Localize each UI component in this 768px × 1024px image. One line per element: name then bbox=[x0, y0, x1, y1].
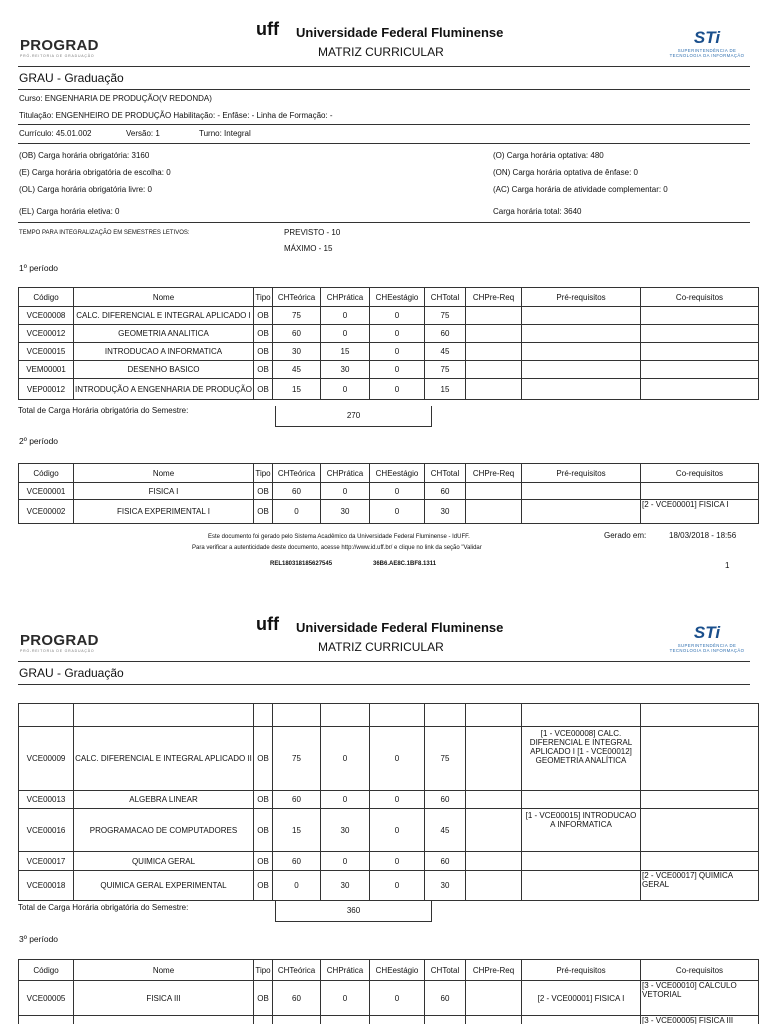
periodo-1-total-label: Total de Carga Horária obrigatória do Semestre: bbox=[18, 406, 189, 415]
divider bbox=[18, 661, 750, 662]
sti-logo: STi SUPERINTENDÊNCIA DE TECNOLOGIA DA INFORMAÇÃO bbox=[669, 28, 745, 58]
divider bbox=[18, 66, 750, 67]
table-row: VEM00001 DESENHO BASICO OB 45 30 0 75 bbox=[19, 361, 759, 379]
col-chtotal: CHTotal bbox=[425, 464, 466, 483]
turno-info: Turno: Integral bbox=[199, 129, 251, 138]
periodo-3-table bbox=[18, 959, 759, 1024]
table-row: VCE00016 PROGRAMACAO DE COMPUTADORES OB 15 30 0 45 [1 - VCE00015] INTRODUCAO A INFORMATICA bbox=[19, 809, 759, 852]
col-chpratica: CHPrática bbox=[321, 464, 370, 483]
carga-ol: (OL) Carga horária obrigatória livre: 0 bbox=[19, 185, 152, 194]
table-row: VCE00005 FISICA III OB 60 0 0 60 [2 - VCE00001] FISICA I [3 - VCE00010] CALCULO VETORIAL bbox=[19, 981, 759, 1016]
uff-logo: uff bbox=[256, 19, 279, 39]
table-header-row bbox=[19, 288, 759, 307]
carga-e: (E) Carga horária obrigatória de escolha: 0 bbox=[19, 168, 171, 177]
col-chteorica: CHTeórica bbox=[273, 464, 321, 483]
divider bbox=[18, 124, 750, 125]
titulacao-info: Titulação: ENGENHEIRO DE PRODUÇÃO Habilitação: - Enfâse: - Linha de Formação: - bbox=[19, 111, 333, 120]
page-2 bbox=[0, 595, 768, 1024]
col-chprereq: CHPre-Req bbox=[466, 464, 522, 483]
carga-ac: (AC) Carga horária de atividade complementar: 0 bbox=[493, 185, 668, 194]
carga-o: (O) Carga horária optativa: 480 bbox=[493, 151, 604, 160]
table-row: VCE00009 CALC. DIFERENCIAL E INTEGRAL APLICADO II OB 75 0 0 75 [1 - VCE00008] CALC. DIFERENCIAL E INTEGRAL APLICADO I [1 - VCE00012] GEOMETRIA ANALÍTICA bbox=[19, 727, 759, 791]
divider bbox=[18, 143, 750, 144]
divider bbox=[18, 222, 750, 223]
col-corequisitos: Co-requisitos bbox=[641, 288, 759, 307]
versao-info: Versão: 1 bbox=[126, 129, 160, 138]
carga-ob: (OB) Carga horária obrigatória: 3160 bbox=[19, 151, 150, 160]
table-header-row bbox=[19, 464, 759, 483]
periodo-2-table-continued bbox=[18, 703, 759, 901]
periodo-1-title: 1º período bbox=[19, 263, 59, 273]
uff-logo: uff bbox=[256, 614, 279, 634]
col-prerequisitos: Pré-requisitos bbox=[522, 464, 641, 483]
table-header-row bbox=[19, 960, 759, 981]
tempo-label: TEMPO PARA INTEGRALIZAÇÃO EM SEMESTRES LETIVOS: bbox=[19, 230, 190, 236]
col-tipo: Tipo bbox=[254, 960, 273, 981]
divider bbox=[18, 89, 750, 90]
col-chteorica: CHTeórica bbox=[273, 960, 321, 981]
footer-line-1: Este documento foi gerado pelo Sistema Acadêmico da Universidade Federal Fluminense - IdUFF. bbox=[208, 534, 470, 540]
page-number: 1 bbox=[725, 561, 730, 570]
table-header-row-empty bbox=[19, 704, 759, 727]
table-row: [3 - VCE00005] FISICA III bbox=[19, 1016, 759, 1024]
table-row: VCE00013 ALGEBRA LINEAR OB 60 0 0 60 bbox=[19, 791, 759, 809]
col-nome: Nome bbox=[74, 288, 254, 307]
periodo-2-total-value: 360 bbox=[275, 900, 432, 922]
gerado-label: Gerado em: bbox=[604, 531, 647, 540]
university-name: Universidade Federal Fluminense bbox=[296, 620, 504, 635]
col-prerequisitos: Pré-requisitos bbox=[522, 288, 641, 307]
col-chpratica: CHPrática bbox=[321, 960, 370, 981]
col-codigo: Código bbox=[19, 464, 74, 483]
periodo-2-total-label: Total de Carga Horária obrigatória do Semestre: bbox=[18, 903, 189, 912]
table-row: VCE00002 FISICA EXPERIMENTAL I OB 0 30 0 30 [2 - VCE00001] FISICA I bbox=[19, 500, 759, 524]
sti-logo: STi SUPERINTENDÊNCIA DE TECNOLOGIA DA INFORMAÇÃO bbox=[669, 623, 745, 653]
gerado-value: 18/03/2018 - 18:56 bbox=[669, 531, 737, 540]
curriculo-info: Currículo: 45.01.002 bbox=[19, 129, 92, 138]
table-row: VCE00017 QUIMICA GERAL OB 60 0 0 60 bbox=[19, 852, 759, 871]
col-corequisitos: Co-requisitos bbox=[641, 960, 759, 981]
col-chprereq: CHPre-Req bbox=[466, 960, 522, 981]
col-codigo: Código bbox=[19, 960, 74, 981]
university-name: Universidade Federal Fluminense bbox=[296, 25, 504, 40]
grau-title: GRAU - Graduação bbox=[19, 71, 124, 85]
col-chtotal: CHTotal bbox=[425, 288, 466, 307]
col-cheestagio: CHEestágio bbox=[370, 464, 425, 483]
col-tipo: Tipo bbox=[254, 464, 273, 483]
tempo-maximo: MÁXIMO - 15 bbox=[284, 244, 333, 253]
periodo-2-table bbox=[18, 463, 759, 524]
curso-info: Curso: ENGENHARIA DE PRODUÇÃO(V REDONDA) bbox=[19, 94, 212, 103]
footer-line-2: Para verificar a autenticidade deste documento, acesse http://www.id.uff.br/ e clique no link da seção "Validar bbox=[192, 545, 482, 551]
document-title: MATRIZ CURRICULAR bbox=[318, 640, 444, 654]
auth-code: 36B6.AE8C.1BF8.1311 bbox=[373, 561, 437, 567]
prograd-logo: PROGRAD PRÓ-REITORIA DE GRADUAÇÃO bbox=[20, 37, 99, 58]
table-row: VCE00008 CALC. DIFERENCIAL E INTEGRAL APLICADO I OB 75 0 0 75 bbox=[19, 307, 759, 325]
table-row: VCE00012 GEOMETRIA ANALITICA OB 60 0 0 60 bbox=[19, 325, 759, 343]
table-row: VCE00001 FISICA I OB 60 0 0 60 bbox=[19, 483, 759, 500]
periodo-3-title: 3º período bbox=[19, 934, 59, 944]
grau-title: GRAU - Graduação bbox=[19, 666, 124, 680]
prograd-logo: PROGRAD PRÓ-REITORIA DE GRADUAÇÃO bbox=[20, 632, 99, 653]
carga-on: (ON) Carga horária optativa de ênfase: 0 bbox=[493, 168, 638, 177]
col-cheestagio: CHEestágio bbox=[370, 288, 425, 307]
col-prerequisitos: Pré-requisitos bbox=[522, 960, 641, 981]
carga-el: (EL) Carga horária eletiva: 0 bbox=[19, 207, 120, 216]
col-cheestagio: CHEestágio bbox=[370, 960, 425, 981]
tempo-previsto: PREVISTO - 10 bbox=[284, 228, 341, 237]
document-title: MATRIZ CURRICULAR bbox=[318, 45, 444, 59]
col-chpratica: CHPrática bbox=[321, 288, 370, 307]
col-nome: Nome bbox=[74, 464, 254, 483]
report-code: REL180318185627545 bbox=[270, 561, 333, 567]
periodo-2-title: 2º período bbox=[19, 436, 59, 446]
col-nome: Nome bbox=[74, 960, 254, 981]
col-chtotal: CHTotal bbox=[425, 960, 466, 981]
col-tipo: Tipo bbox=[254, 288, 273, 307]
divider bbox=[18, 684, 750, 685]
table-row: VCE00015 INTRODUCAO A INFORMATICA OB 30 15 0 45 bbox=[19, 343, 759, 361]
carga-total: Carga horária total: 3640 bbox=[493, 207, 582, 216]
periodo-1-table bbox=[18, 287, 759, 400]
col-chprereq: CHPre-Req bbox=[466, 288, 522, 307]
table-row: VEP00012 INTRODUÇÃO A ENGENHARIA DE PRODUÇÃO OB 15 0 0 15 bbox=[19, 379, 759, 400]
col-corequisitos: Co-requisitos bbox=[641, 464, 759, 483]
table-row: VCE00018 QUIMICA GERAL EXPERIMENTAL OB 0 30 0 30 [2 - VCE00017] QUIMICA GERAL bbox=[19, 871, 759, 901]
periodo-1-total-value: 270 bbox=[275, 406, 432, 427]
col-chteorica: CHTeórica bbox=[273, 288, 321, 307]
col-codigo: Código bbox=[19, 288, 74, 307]
